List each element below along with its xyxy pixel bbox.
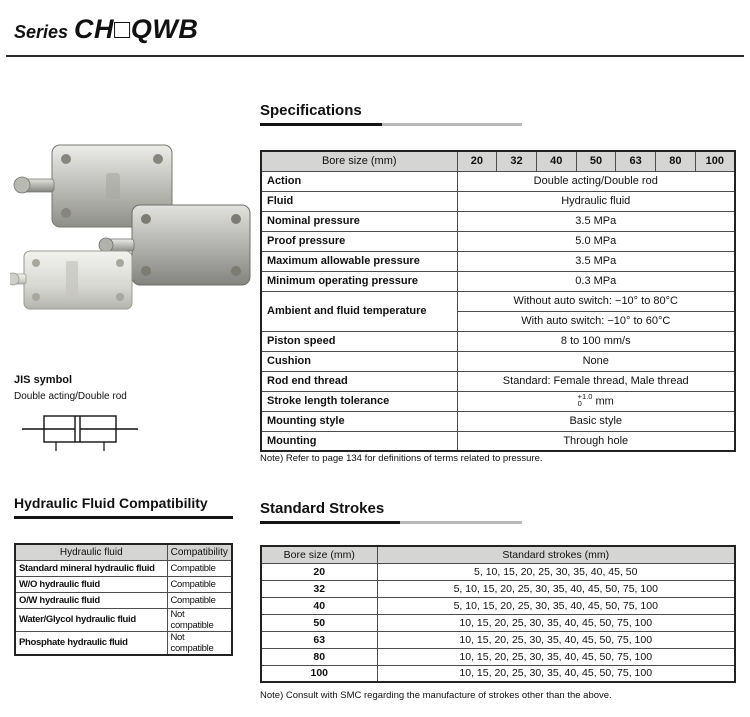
product-photo (10, 133, 268, 338)
table-row (261, 597, 735, 614)
table-row (15, 608, 232, 631)
compatibility-value: Not compatible (167, 631, 232, 655)
spec-label: Proof pressure (261, 231, 457, 251)
table-row (261, 231, 735, 251)
table-row (261, 580, 735, 597)
strokes-value: 10, 15, 20, 25, 30, 35, 40, 45, 50, 75, 100 (377, 614, 735, 631)
table-row (261, 665, 735, 682)
spec-value: 8 to 100 mm/s (457, 331, 735, 351)
spec-label: Mounting (261, 431, 457, 451)
page-title (14, 14, 198, 45)
table-row (261, 391, 735, 411)
table-row (15, 544, 232, 560)
standard-strokes-note: Note) Consult with SMC regarding the manufacture of strokes other than the above. (260, 690, 612, 701)
fluid-compatibility-table (14, 543, 233, 656)
jis-symbol-diagram (22, 408, 142, 454)
bore-size-header: Bore size (mm) (261, 151, 457, 171)
spec-label: Piston speed (261, 331, 457, 351)
standard-strokes-table (260, 545, 736, 683)
table-row (15, 631, 232, 655)
specifications-note: Note) Refer to page 134 for definitions of terms related to pressure. (260, 453, 543, 464)
spec-label: Stroke length tolerance (261, 391, 457, 411)
table-row (261, 351, 735, 371)
heading-underline (260, 123, 382, 126)
fluid-compatibility-heading (14, 495, 233, 519)
title-divider (6, 55, 744, 57)
tolerance-upper: +1.0 (577, 391, 593, 401)
fluid-compatibility-heading-text: Hydraulic Fluid Compatibility (14, 495, 208, 511)
strokes-value: 10, 15, 20, 25, 30, 35, 40, 45, 50, 75, 100 (377, 665, 735, 682)
table-row (261, 631, 735, 648)
bore-size-column-header: Bore size (mm) (261, 546, 377, 563)
table-row (15, 560, 232, 576)
spec-label: Action (261, 171, 457, 191)
bore-size-col: 80 (656, 151, 696, 171)
bore-size-col: 63 (616, 151, 656, 171)
bore-size-value: 63 (261, 631, 377, 648)
spec-value: Through hole (457, 431, 735, 451)
specifications-heading (260, 102, 522, 126)
spec-value: Basic style (457, 411, 735, 431)
series-model: CH□QWB (74, 14, 199, 44)
table-row (261, 546, 735, 563)
table-row (15, 576, 232, 592)
strokes-value: 5, 10, 15, 20, 25, 30, 35, 40, 45, 50, 75, 100 (377, 597, 735, 614)
table-row (261, 151, 735, 171)
bore-size-col: 32 (497, 151, 537, 171)
spec-label: Fluid (261, 191, 457, 211)
spec-value: Double acting/Double rod (457, 171, 735, 191)
spec-label: Cushion (261, 351, 457, 371)
bore-size-col: 50 (576, 151, 616, 171)
tolerance-unit: mm (595, 394, 614, 407)
spec-value: Standard: Female thread, Male thread (457, 371, 735, 391)
bore-size-value: 100 (261, 665, 377, 682)
table-row (261, 331, 735, 351)
spec-value: 5.0 MPa (457, 231, 735, 251)
table-row (261, 648, 735, 665)
bore-size-value: 80 (261, 648, 377, 665)
spec-value: With auto switch: −10° to 60°C (457, 311, 735, 331)
strokes-value: 10, 15, 20, 25, 30, 35, 40, 45, 50, 75, 100 (377, 648, 735, 665)
spec-value: None (457, 351, 735, 371)
spec-value: 3.5 MPa (457, 211, 735, 231)
specifications-table (260, 150, 736, 452)
fluid-name: Standard mineral hydraulic fluid (15, 560, 167, 576)
bore-size-col: 100 (695, 151, 735, 171)
compatibility-column-header: Compatibility (167, 544, 232, 560)
compatibility-value: Not compatible (167, 608, 232, 631)
specifications-heading-text: Specifications (260, 102, 362, 119)
strokes-value: 10, 15, 20, 25, 30, 35, 40, 45, 50, 75, 100 (377, 631, 735, 648)
table-row (261, 191, 735, 211)
bore-size-col: 40 (536, 151, 576, 171)
fluid-name: Water/Glycol hydraulic fluid (15, 608, 167, 631)
spec-label: Ambient and fluid temperature (261, 291, 457, 331)
strokes-column-header: Standard strokes (mm) (377, 546, 735, 563)
spec-value: 3.5 MPa (457, 251, 735, 271)
cylinder-photo-3 (10, 251, 132, 309)
fluid-name: W/O hydraulic fluid (15, 576, 167, 592)
table-row (261, 431, 735, 451)
fluid-name: O/W hydraulic fluid (15, 592, 167, 608)
table-row (261, 171, 735, 191)
fluid-column-header: Hydraulic fluid (15, 544, 167, 560)
table-row (261, 371, 735, 391)
table-row (261, 271, 735, 291)
table-row (261, 211, 735, 231)
heading-underline (260, 521, 400, 524)
fluid-name: Phosphate hydraulic fluid (15, 631, 167, 655)
table-row (261, 291, 735, 311)
compatibility-value: Compatible (167, 592, 232, 608)
jis-symbol-label: JIS symbol (14, 374, 73, 386)
compatibility-value: Compatible (167, 576, 232, 592)
spec-label: Maximum allowable pressure (261, 251, 457, 271)
tolerance-stack (578, 393, 593, 408)
bore-size-col: 20 (457, 151, 497, 171)
spec-value: 0.3 MPa (457, 271, 735, 291)
table-row (261, 563, 735, 580)
jis-symbol-sublabel: Double acting/Double rod (14, 391, 127, 402)
table-row (261, 251, 735, 271)
spec-label: Mounting style (261, 411, 457, 431)
spec-label: Rod end thread (261, 371, 457, 391)
strokes-value: 5, 10, 15, 20, 25, 30, 35, 40, 45, 50, 75, 100 (377, 580, 735, 597)
spec-value: Without auto switch: −10° to 80°C (457, 291, 735, 311)
spec-value: Hydraulic fluid (457, 191, 735, 211)
strokes-value: 5, 10, 15, 20, 25, 30, 35, 40, 45, 50 (377, 563, 735, 580)
heading-underline (14, 516, 233, 519)
tolerance-lower: 0 (577, 399, 582, 408)
table-row (261, 411, 735, 431)
spec-label: Minimum operating pressure (261, 271, 457, 291)
bore-size-value: 50 (261, 614, 377, 631)
bore-size-value: 40 (261, 597, 377, 614)
table-row (15, 592, 232, 608)
standard-strokes-heading (260, 500, 522, 524)
table-row (261, 614, 735, 631)
spec-value (457, 391, 735, 411)
standard-strokes-heading-text: Standard Strokes (260, 500, 385, 517)
compatibility-value: Compatible (167, 560, 232, 576)
bore-size-value: 20 (261, 563, 377, 580)
spec-label: Nominal pressure (261, 211, 457, 231)
series-prefix: Series (14, 22, 69, 42)
bore-size-value: 32 (261, 580, 377, 597)
